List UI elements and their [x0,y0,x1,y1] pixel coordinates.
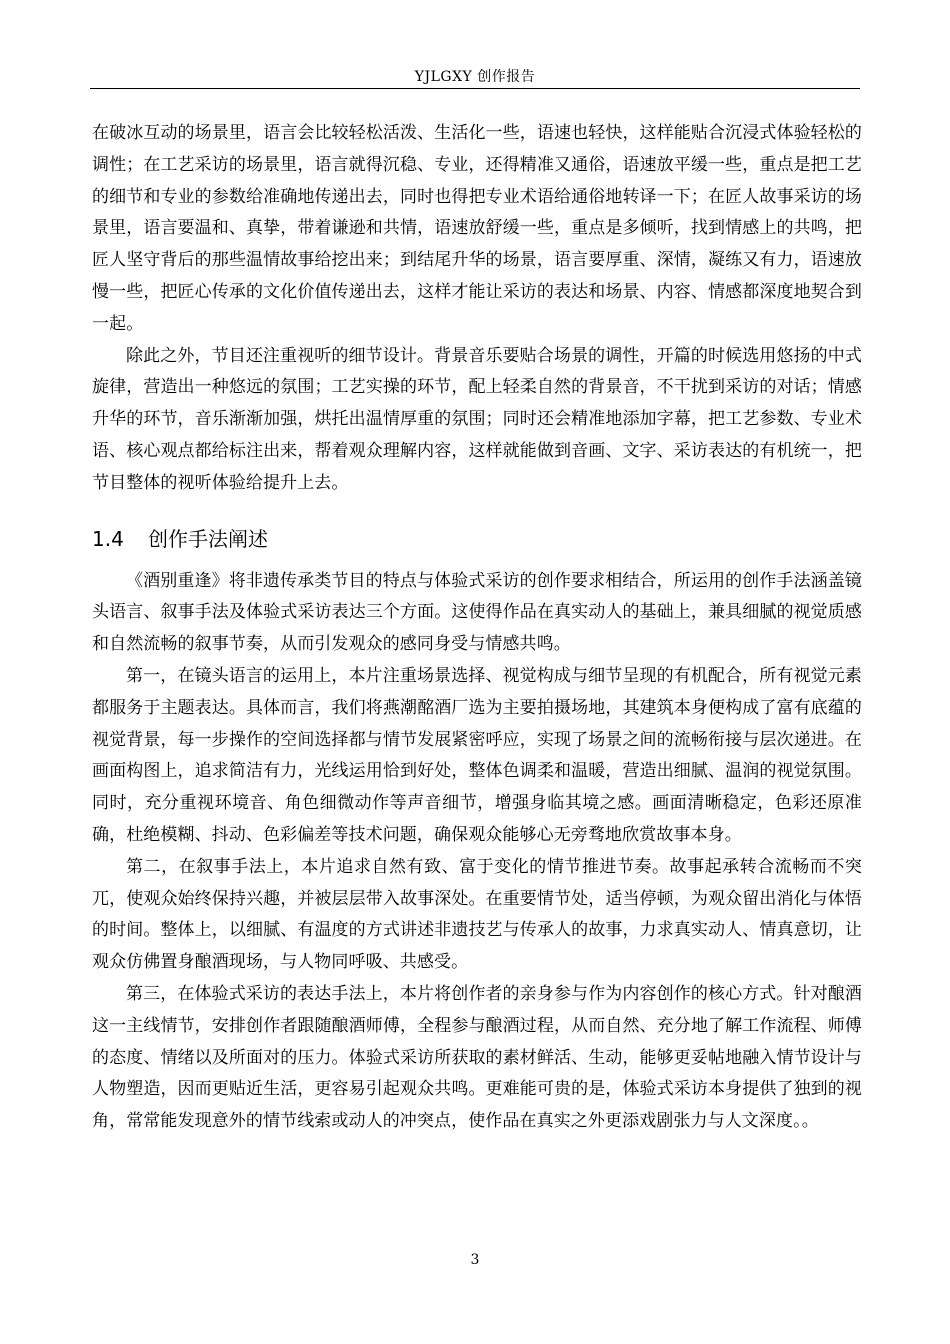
body-paragraph: 除此之外，节目还注重视听的细节设计。背景音乐要贴合场景的调性，开篇的时候选用悠扬的中式旋律，营造出一种悠远的氛围；工艺实操的环节，配上轻柔自然的背景音，不干扰到采访的对话；情感升华的环节，音乐渐渐加强，烘托出温情厚重的氛围；同时还会精准地添加字幕，把工艺参数、专业术语、核心观点都给标注出来，帮着观众理解内容，这样就能做到音画、文字、采访表达的有机统一，把节目整体的视听体验给提升上去。 [92,345,862,493]
page-body [92,118,862,1138]
section-title: 创作手法阐述 [148,526,268,551]
running-header: YJLGXY 创作报告 [414,69,536,85]
body-paragraph: 第二，在叙事手法上，本片追求自然有致、富于变化的情节推进节奏。故事起承转合流畅而不突兀，使观众始终保持兴趣，并被层层带入故事深处。在重要情节处，适当停顿，为观众留出消化与体悟的时间。整体上，以细腻、有温度的方式讲述非遗技艺与传承人的故事，力求真实动人、情真意切，让观众仿佛置身酿酒现场，与人物同呼吸、共感受。 [92,856,862,973]
body-paragraph: 第一，在镜头语言的运用上，本片注重场景选择、视觉构成与细节呈现的有机配合，所有视觉元素都服务于主题表达。具体而言，我们将燕潮酩酒厂选为主要拍摄场地，其建筑本身便构成了富有底蕴的视觉背景，每一步操作的空间选择都与情节发展紧密呼应，实现了场景之间的流畅衔接与层次递进。在画面构图上，追求简洁有力，光线运用恰到好处，整体色调柔和温暖，营造出细腻、温润的视觉氛围。同时，充分重视环境音、角色细微动作等声音细节，增强身临其境之感。画面清晰稳定，色彩还原准确，杜绝模糊、抖动、色彩偏差等技术问题，确保观众能够心无旁骛地欣赏故事本身。 [92,665,862,845]
section-number: 1.4 [92,526,124,551]
section-heading [92,524,862,554]
page-number: 3 [470,1252,480,1268]
body-paragraph: 《酒别重逢》将非遗传承类节目的特点与体验式采访的创作要求相结合，所运用的创作手法涵盖镜头语言、叙事手法及体验式采访表达三个方面。这使得作品在真实动人的基础上，兼具细腻的视觉质感和自然流畅的叙事节奏，从而引发观众的感同身受与情感共鸣。 [92,570,862,655]
body-paragraph: 在破冰互动的场景里，语言会比较轻松活泼、生活化一些，语速也轻快，这样能贴合沉浸式体验轻松的调性；在工艺采访的场景里，语言就得沉稳、专业，还得精准又通俗，语速放平缓一些，重点是把工艺的细节和专业的参数给准确地传递出去，同时也得把专业术语给通俗地转译一下；在匠人故事采访的场景里，语言要温和、真挚，带着谦逊和共情，语速放舒缓一些，重点是多倾听，找到情感上的共鸣，把匠人坚守背后的那些温情故事给挖出来；到结尾升华的场景，语言要厚重、深情，凝练又有力，语速放慢一些，把匠心传承的文化价值传递出去，这样才能让采访的表达和场景、内容、情感都深度地契合到一起。 [92,123,862,334]
header-divider [90,88,860,89]
body-paragraph: 第三，在体验式采访的表达手法上，本片将创作者的亲身参与作为内容创作的核心方式。针对酿酒这一主线情节，安排创作者跟随酿酒师傅，全程参与酿酒过程，从而自然、充分地了解工作流程、师傅的态度、情绪以及所面对的压力。体验式采访所获取的素材鲜活、生动，能够更妥帖地融入情节设计与人物塑造，因而更贴近生活，更容易引起观众共鸣。更难能可贵的是，体验式采访本身提供了独到的视角，常常能发现意外的情节线索或动人的冲突点，使作品在真实之外更添戏剧张力与人文深度。。 [92,983,862,1132]
